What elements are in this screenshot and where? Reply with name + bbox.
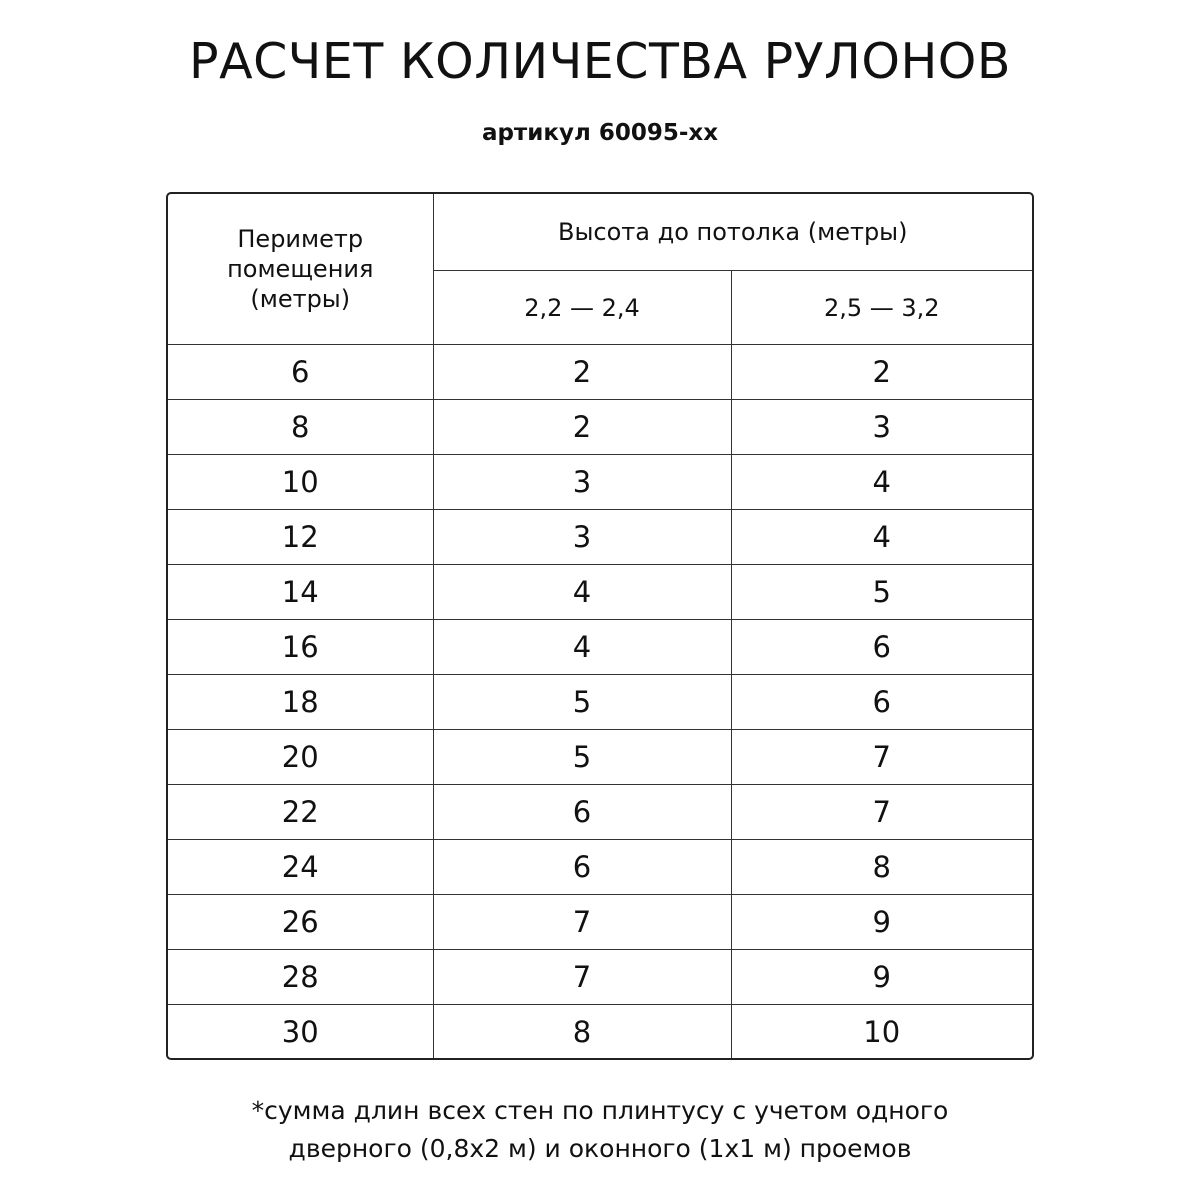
rolls-high-cell: 6 bbox=[731, 620, 1032, 675]
table-row bbox=[168, 510, 1032, 565]
table-row bbox=[168, 895, 1032, 950]
rolls-low-cell: 3 bbox=[433, 455, 731, 510]
rolls-high-cell: 7 bbox=[731, 730, 1032, 785]
perimeter-cell: 22 bbox=[168, 785, 433, 840]
table-row bbox=[168, 840, 1032, 895]
table-row bbox=[168, 730, 1032, 785]
rolls-high-cell: 3 bbox=[731, 400, 1032, 455]
table-row bbox=[168, 400, 1032, 455]
height-range-1: 2,2 — 2,4 bbox=[433, 271, 731, 345]
rolls-high-cell: 6 bbox=[731, 675, 1032, 730]
rolls-high-cell: 4 bbox=[731, 455, 1032, 510]
article-subtitle: артикул 60095-хх bbox=[481, 120, 719, 146]
perimeter-cell: 6 bbox=[168, 345, 433, 400]
rolls-low-cell: 3 bbox=[433, 510, 731, 565]
perimeter-cell: 16 bbox=[168, 620, 433, 675]
rolls-high-cell: 9 bbox=[731, 895, 1032, 950]
rolls-high-cell: 4 bbox=[731, 510, 1032, 565]
perimeter-cell: 20 bbox=[168, 730, 433, 785]
table-row bbox=[168, 785, 1032, 840]
perimeter-cell: 10 bbox=[168, 455, 433, 510]
rolls-low-cell: 2 bbox=[433, 345, 731, 400]
perimeter-cell: 30 bbox=[168, 1005, 433, 1060]
rolls-low-cell: 6 bbox=[433, 785, 731, 840]
footnote bbox=[0, 1092, 1200, 1168]
perimeter-cell: 8 bbox=[168, 400, 433, 455]
rolls-high-cell: 7 bbox=[731, 785, 1032, 840]
rolls-low-cell: 6 bbox=[433, 840, 731, 895]
perimeter-header: Периметр помещения (метры) bbox=[168, 194, 433, 345]
rolls-low-cell: 8 bbox=[433, 1005, 731, 1060]
table-header bbox=[168, 194, 1032, 345]
rolls-table bbox=[166, 192, 1034, 1060]
rolls-table-grid bbox=[168, 194, 1032, 1059]
height-header: Высота до потолка (метры) bbox=[433, 194, 1032, 271]
rolls-high-cell: 8 bbox=[731, 840, 1032, 895]
rolls-low-cell: 4 bbox=[433, 565, 731, 620]
perimeter-cell: 24 bbox=[168, 840, 433, 895]
rolls-low-cell: 5 bbox=[433, 730, 731, 785]
rolls-high-cell: 9 bbox=[731, 950, 1032, 1005]
table-row bbox=[168, 565, 1032, 620]
rolls-low-cell: 2 bbox=[433, 400, 731, 455]
table-row bbox=[168, 675, 1032, 730]
perimeter-cell: 26 bbox=[168, 895, 433, 950]
table-row bbox=[168, 345, 1032, 400]
perimeter-cell: 12 bbox=[168, 510, 433, 565]
perimeter-cell: 28 bbox=[168, 950, 433, 1005]
rolls-low-cell: 7 bbox=[433, 895, 731, 950]
rolls-low-cell: 7 bbox=[433, 950, 731, 1005]
table-body bbox=[168, 345, 1032, 1060]
perimeter-cell: 14 bbox=[168, 565, 433, 620]
rolls-high-cell: 10 bbox=[731, 1005, 1032, 1060]
rolls-high-cell: 5 bbox=[731, 565, 1032, 620]
rolls-low-cell: 4 bbox=[433, 620, 731, 675]
page-title: РАСЧЕТ КОЛИЧЕСТВА РУЛОНОВ bbox=[189, 33, 1011, 90]
table-row bbox=[168, 620, 1032, 675]
footnote-line-1: *сумма длин всех стен по плинтусу с учетом одного bbox=[251, 1096, 949, 1125]
perimeter-cell: 18 bbox=[168, 675, 433, 730]
rolls-high-cell: 2 bbox=[731, 345, 1032, 400]
table-row bbox=[168, 950, 1032, 1005]
table-row bbox=[168, 455, 1032, 510]
footnote-line-2: дверного (0,8х2 м) и оконного (1х1 м) проемов bbox=[288, 1134, 912, 1163]
height-range-2: 2,5 — 3,2 bbox=[731, 271, 1032, 345]
rolls-low-cell: 5 bbox=[433, 675, 731, 730]
table-row bbox=[168, 1005, 1032, 1060]
